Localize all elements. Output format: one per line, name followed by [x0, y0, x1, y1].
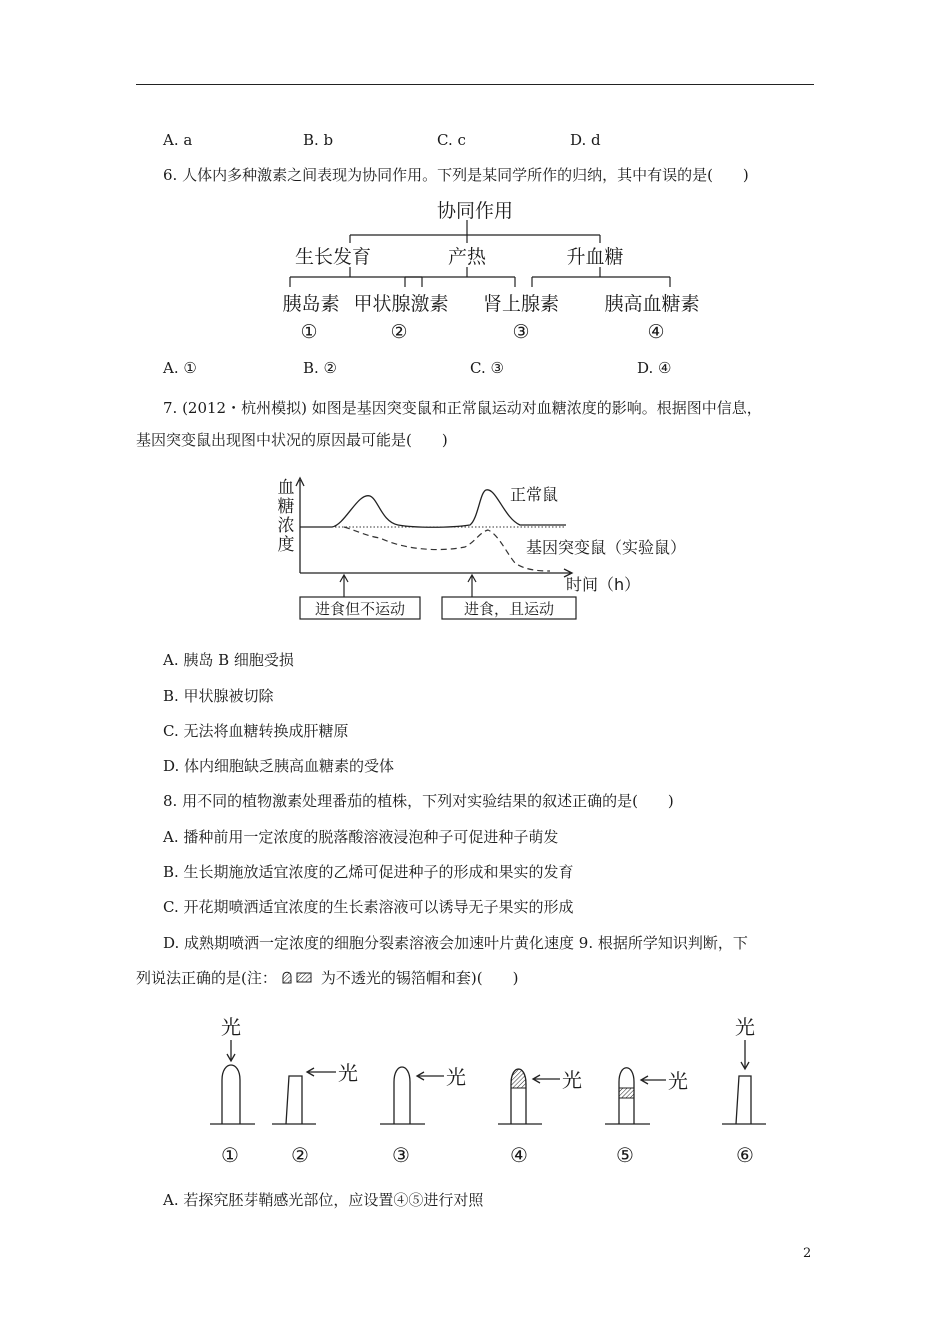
q8-option-b: B. 生长期施放适宜浓度的乙烯可促进种子的形成和果实的发育	[163, 863, 574, 881]
diagram-marker-2: ②	[390, 321, 408, 343]
series-label-mutant: 基因突变鼠（实验鼠）	[526, 538, 687, 557]
foil-sleeve	[619, 1088, 634, 1098]
mutant-mouse-curve	[344, 527, 550, 571]
diagram-hormone-insulin: 胰岛素	[282, 293, 340, 315]
y-axis-label-4: 度	[277, 535, 295, 555]
diagram-marker-3: ③	[512, 321, 530, 343]
q6-stem: 6. 人体内多种激素之间表现为协同作用。下列是某同学所作的归纳，其中有误的是( )	[163, 166, 749, 184]
diagram-group-glucose: 升血糖	[566, 246, 624, 268]
q7-option-a: A. 胰岛 B 细胞受损	[163, 651, 294, 669]
q7-stem-line2: 基因突变鼠出现图中状况的原因最可能是( )	[136, 431, 448, 449]
y-axis-label-3: 浓	[277, 516, 295, 536]
q8-stem: 8. 用不同的植物激素处理番茄的植株，下列对实验结果的叙述正确的是( )	[163, 792, 674, 810]
light-label-1: 光	[221, 1015, 241, 1039]
q7-stem-line1: 7. (2012・杭州模拟) 如图是基因突变鼠和正常鼠运动对血糖浓度的影响。根据图中信息，	[163, 399, 762, 417]
q5-option-c: C. c	[437, 131, 466, 149]
fig-marker-4: ④	[510, 1143, 528, 1167]
diagram-hormone-thyroxine: 甲状腺激素	[353, 293, 449, 315]
q9-coleoptile-figure	[200, 1010, 780, 1170]
q6-option-b: B. ②	[303, 359, 338, 377]
q8-option-a: A. 播种前用一定浓度的脱落酸溶液浸泡种子可促进种子萌发	[163, 828, 559, 846]
light-label-2: 光	[338, 1061, 358, 1085]
q6-option-d: D. ④	[637, 359, 672, 377]
event-box-exercise: 进食，且运动	[463, 600, 555, 618]
page-number: 2	[803, 1246, 812, 1261]
fig-marker-5: ⑤	[616, 1143, 634, 1167]
q9-stem-suffix: 为不透光的锡箔帽和套)( )	[320, 969, 519, 987]
q9-stem-prefix: 列说法正确的是(注：	[136, 969, 277, 987]
fig-marker-1: ①	[221, 1143, 239, 1167]
diagram-root: 协同作用	[436, 200, 514, 222]
diagram-hormone-glucagon: 胰高血糖素	[604, 293, 700, 315]
fig-marker-6: ⑥	[736, 1143, 754, 1167]
q5-option-d: D. d	[570, 131, 601, 149]
q7-option-c: C. 无法将血糖转换成肝糖原	[163, 722, 349, 740]
light-label-5: 光	[668, 1069, 688, 1093]
diagram-group-heat: 产热	[447, 246, 487, 268]
light-label-3: 光	[446, 1065, 466, 1089]
diagram-marker-4: ④	[647, 321, 665, 343]
header-rule	[136, 84, 814, 85]
series-label-normal: 正常鼠	[510, 485, 559, 504]
q7-option-b: B. 甲状腺被切除	[163, 687, 274, 705]
q8-option-c: C. 开花期喷洒适宜浓度的生长素溶液可以诱导无子果实的形成	[163, 898, 574, 916]
light-label-4: 光	[562, 1068, 582, 1092]
diagram-marker-1: ①	[300, 321, 318, 343]
light-label-6: 光	[735, 1015, 755, 1039]
event-box-no-exercise: 进食但不运动	[314, 600, 406, 618]
fig-marker-2: ②	[291, 1143, 309, 1167]
q7-blood-glucose-graph	[270, 470, 710, 625]
q6-hierarchy-diagram	[270, 195, 720, 345]
q7-option-d: D. 体内细胞缺乏胰高血糖素的受体	[163, 757, 395, 775]
q5-option-a: A. a	[163, 131, 193, 149]
foil-cap-sleeve-icon	[280, 969, 318, 985]
y-axis-label-1: 血	[277, 478, 295, 498]
q5-option-b: B. b	[303, 131, 334, 149]
q9-option-a: A. 若探究胚芽鞘感光部位，应设置④⑤进行对照	[163, 1191, 484, 1209]
fig-marker-3: ③	[392, 1143, 410, 1167]
q6-option-c: C. ③	[470, 359, 504, 377]
x-axis-label: 时间（h）	[566, 575, 641, 594]
y-axis-label-2: 糖	[277, 497, 295, 517]
q6-option-a: A. ①	[163, 359, 197, 377]
diagram-hormone-adrenaline: 肾上腺素	[482, 293, 560, 315]
q9-stem	[136, 968, 518, 988]
q8-option-d: D. 成熟期喷洒一定浓度的细胞分裂素溶液会加速叶片黄化速度 9. 根据所学知识判断，下	[163, 934, 748, 952]
diagram-group-growth: 生长发育	[294, 246, 372, 268]
